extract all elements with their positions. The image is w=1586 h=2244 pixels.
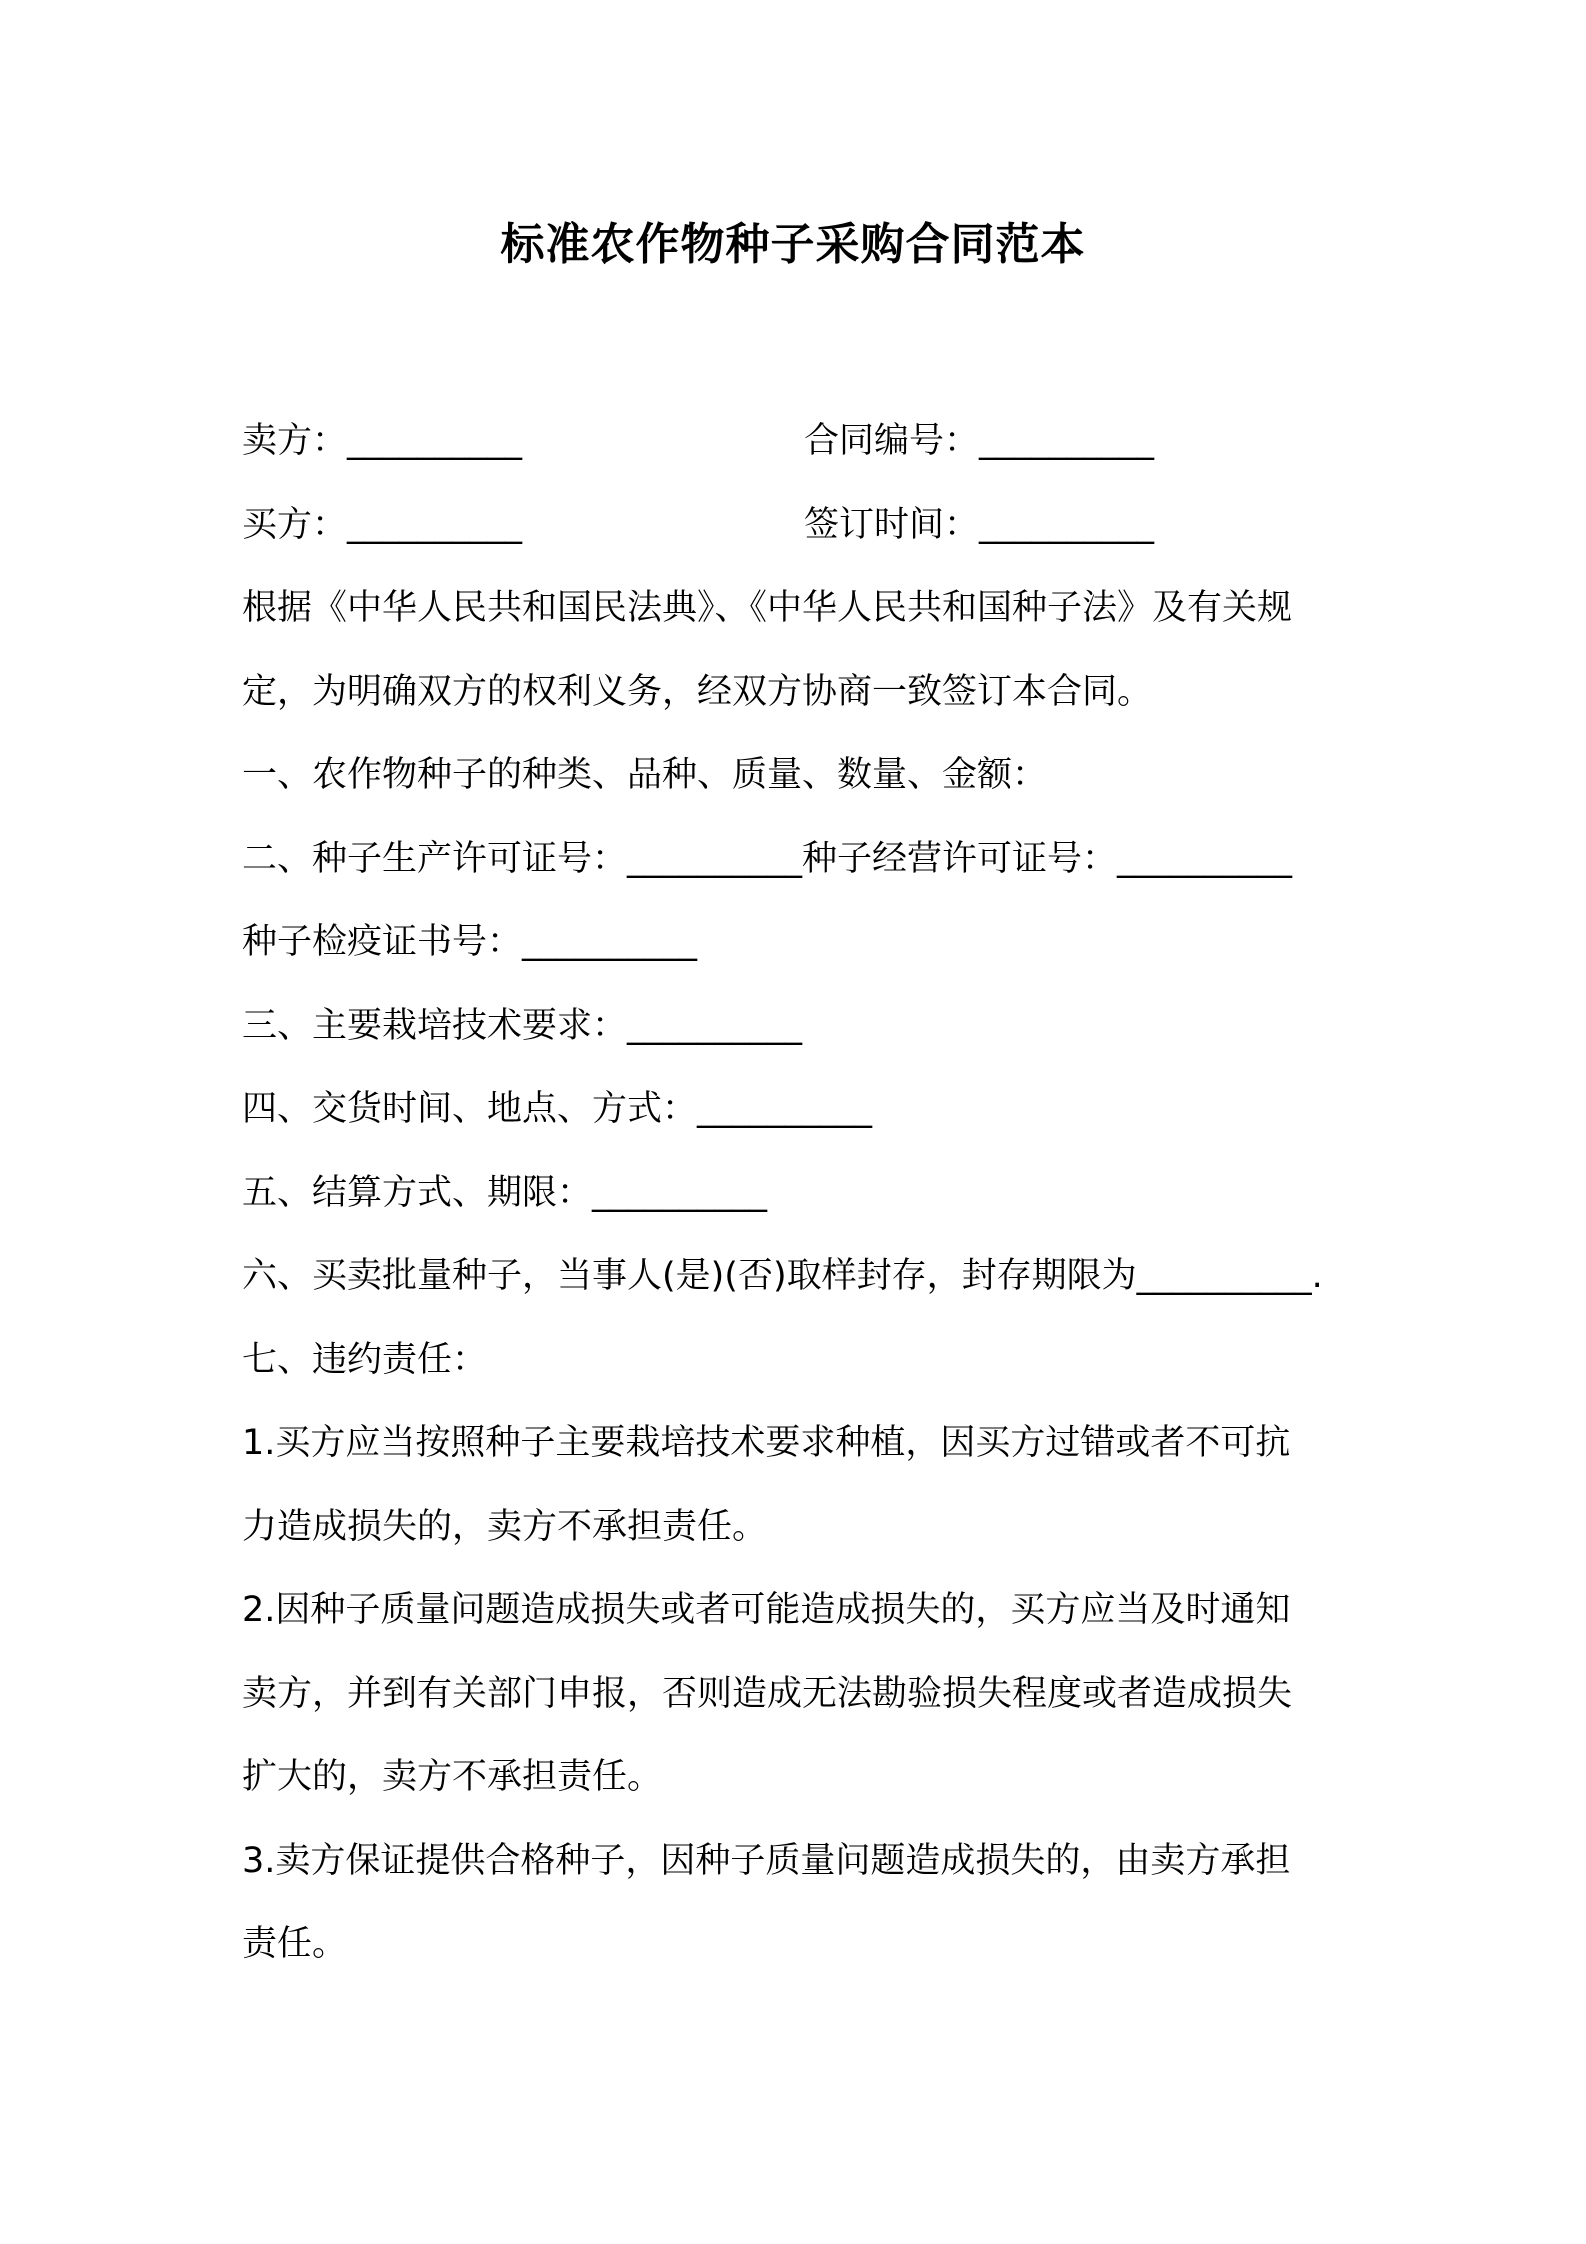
clause-4: 四、交货时间、地点、方式：__________ <box>242 1089 873 1129</box>
clause-7-2-line-3: 扩大的，卖方不承担责任。 <box>242 1757 663 1797</box>
clause-7-2-line-2: 卖方，并到有关部门申报，否则造成无法勘验损失程度或者造成损失 <box>242 1673 1293 1714</box>
clause-2-line-2: 种子检疫证书号：__________ <box>242 922 698 962</box>
clause-7-3-line-2: 责任。 <box>242 1924 348 1964</box>
party-row-seller <box>242 400 1352 484</box>
intro-line-1: 根据《中华人民共和国民法典》、《中华人民共和国种子法》及有关规 <box>242 588 1293 628</box>
clause-5: 五、结算方式、期限：__________ <box>242 1172 768 1213</box>
clause-7-2-line-1: 2.因种子质量问题造成损失或者可能造成损失的，买方应当及时通知 <box>242 1590 1291 1630</box>
party-row-buyer <box>242 484 1352 568</box>
contract-number-field: 合同编号：__________ <box>804 421 1155 461</box>
sign-date-field: 签订时间：__________ <box>804 504 1155 545</box>
clause-6: 六、买卖批量种子，当事人(是)(否)取样封存，封存期限为__________. <box>242 1256 1323 1296</box>
intro-line-2: 定，为明确双方的权利义务，经双方协商一致签订本合同。 <box>242 671 1153 712</box>
clause-7-heading: 七、违约责任： <box>242 1339 488 1380</box>
clause-3: 三、主要栽培技术要求：__________ <box>242 1005 803 1046</box>
document-body <box>242 400 1352 1987</box>
document-title: 标准农作物种子采购合同范本 <box>500 219 1086 270</box>
buyer-field: 买方：__________ <box>242 504 523 545</box>
clause-2-line-1: 二、种子生产许可证号：__________种子经营许可证号：__________ <box>242 838 1293 879</box>
clause-1: 一、农作物种子的种类、品种、质量、数量、金额： <box>242 755 1048 795</box>
clause-7-1-line-2: 力造成损失的，卖方不承担责任。 <box>242 1506 768 1547</box>
clause-7-3-line-1: 3.卖方保证提供合格种子，因种子质量问题造成损失的，由卖方承担 <box>242 1840 1291 1881</box>
clause-7-1-line-1: 1.买方应当按照种子主要栽培技术要求种植，因买方过错或者不可抗 <box>242 1423 1291 1463</box>
seller-field: 卖方：__________ <box>242 421 523 461</box>
